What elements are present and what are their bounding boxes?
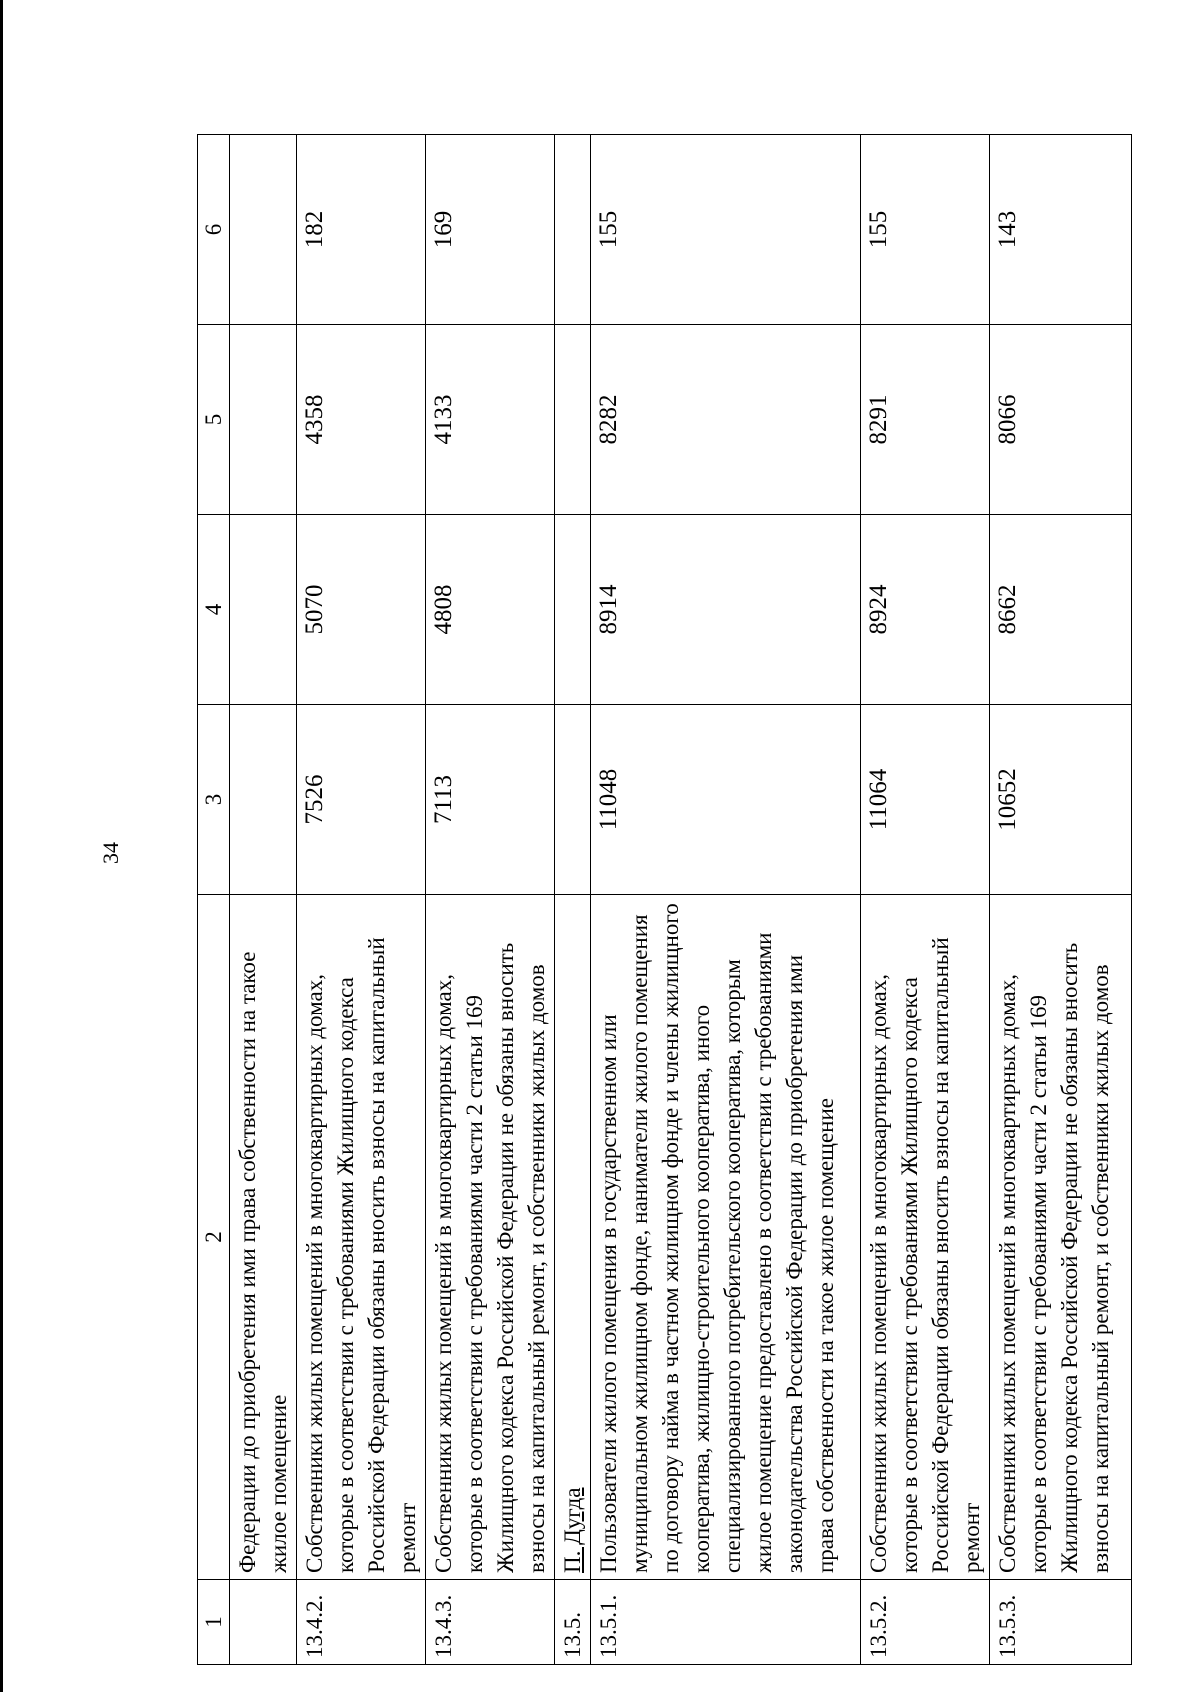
table-row <box>555 135 591 1665</box>
header-col-4: 4 <box>198 515 230 705</box>
row-value-col5: 4133 <box>426 325 555 515</box>
rotated-table-frame <box>197 135 1113 1665</box>
row-description: Федерации до приобретения ими права собственности на такое жилое помещение <box>230 895 297 1580</box>
row-value-col4: 5070 <box>297 515 426 705</box>
row-value-col6: 169 <box>426 135 555 325</box>
row-value-col3: 7526 <box>297 705 426 895</box>
row-value-col4 <box>230 515 297 705</box>
row-value-col3 <box>230 705 297 895</box>
row-code: 13.5.2. <box>861 1580 990 1665</box>
table-row <box>990 135 1132 1665</box>
header-col-1: 1 <box>198 1580 230 1665</box>
row-value-col6: 143 <box>990 135 1132 325</box>
table-header-row <box>198 135 230 1665</box>
row-value-col5 <box>555 325 591 515</box>
header-col-5: 5 <box>198 325 230 515</box>
row-value-col6 <box>230 135 297 325</box>
section-heading: П. Дугда <box>555 895 591 1580</box>
row-value-col4: 8924 <box>861 515 990 705</box>
row-value-col6: 155 <box>591 135 861 325</box>
row-description: Собственники жилых помещений в многоквартирных домах, которые в соответствии с требованиями части 2 статьи 169 Жилищного кодекса Российской Федерации не обязаны вносить взносы на капитальный ремонт, и собственники жилых домов <box>990 895 1132 1580</box>
row-value-col4 <box>555 515 591 705</box>
table-row <box>591 135 861 1665</box>
row-value-col6: 182 <box>297 135 426 325</box>
table-row <box>297 135 426 1665</box>
row-value-col4: 8914 <box>591 515 861 705</box>
row-code <box>230 1580 297 1665</box>
row-value-col4: 4808 <box>426 515 555 705</box>
page-number: 34 <box>98 842 123 864</box>
table-row <box>426 135 555 1665</box>
header-col-2: 2 <box>198 895 230 1580</box>
row-value-col5: 4358 <box>297 325 426 515</box>
header-col-6: 6 <box>198 135 230 325</box>
row-value-col5: 8282 <box>591 325 861 515</box>
row-value-col6 <box>555 135 591 325</box>
row-code: 13.4.3. <box>426 1580 555 1665</box>
row-value-col3: 10652 <box>990 705 1132 895</box>
row-code: 13.5.1. <box>591 1580 861 1665</box>
row-value-col3: 11064 <box>861 705 990 895</box>
table-row <box>230 135 297 1665</box>
row-code: 13.4.2. <box>297 1580 426 1665</box>
tariff-table <box>197 134 1132 1665</box>
row-code: 13.5.3. <box>990 1580 1132 1665</box>
row-value-col3: 11048 <box>591 705 861 895</box>
scan-edge-line <box>0 0 3 1692</box>
row-value-col5 <box>230 325 297 515</box>
table-row <box>861 135 990 1665</box>
row-value-col5: 8291 <box>861 325 990 515</box>
row-value-col3: 7113 <box>426 705 555 895</box>
header-col-3: 3 <box>198 705 230 895</box>
row-description: Пользователи жилого помещения в государственном или муниципальном жилищном фонде, наниматели жилого помещения по договору найма в частном жилищном фонде и члены жилищного кооператива, жилищно-строительного кооператива, иного специализированного потребительского кооператива, которым жилое помещение предоставлено в соответствии с требованиями законодательства Российской Федерации до приобретения ими права собственности на такое жилое помещение <box>591 895 861 1580</box>
row-value-col5: 8066 <box>990 325 1132 515</box>
row-code: 13.5. <box>555 1580 591 1665</box>
row-description: Собственники жилых помещений в многоквартирных домах, которые в соответствии с требованиями части 2 статьи 169 Жилищного кодекса Российской Федерации не обязаны вносить взносы на капитальный ремонт, и собственники жилых домов <box>426 895 555 1580</box>
row-value-col6: 155 <box>861 135 990 325</box>
row-description: Собственники жилых помещений в многоквартирных домах, которые в соответствии с требованиями Жилищного кодекса Российской Федерации обязаны вносить взносы на капитальный ремонт <box>861 895 990 1580</box>
row-description: Собственники жилых помещений в многоквартирных домах, которые в соответствии с требованиями Жилищного кодекса Российской Федерации обязаны вносить взносы на капитальный ремонт <box>297 895 426 1580</box>
row-value-col3 <box>555 705 591 895</box>
row-value-col4: 8662 <box>990 515 1132 705</box>
